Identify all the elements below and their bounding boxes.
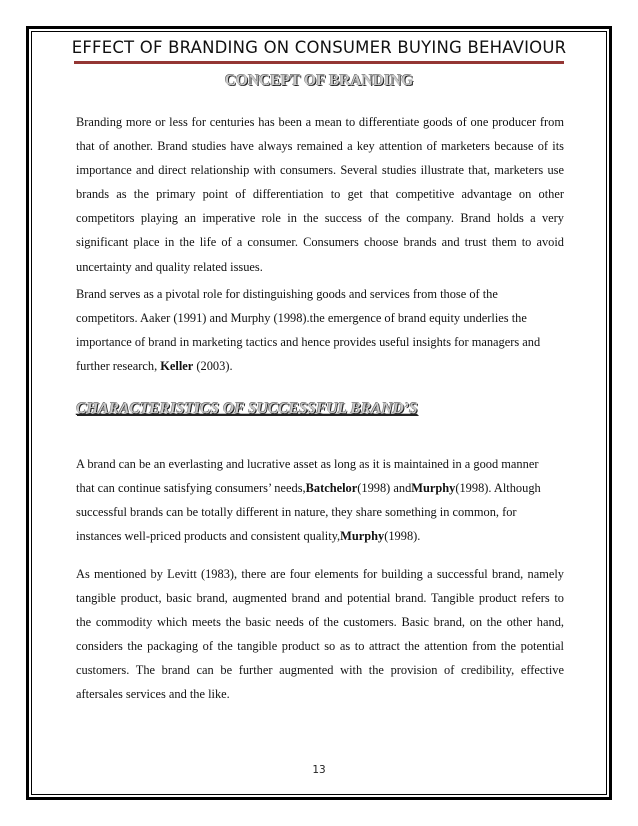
header-rule <box>74 61 564 64</box>
text-line: brands as the primary point of differentiation to get that competitive advantage on other <box>76 187 564 202</box>
text-run: instances well-priced products and consistent quality, <box>76 529 341 544</box>
text-line: Brand serves as a pivotal role for distinguishing goods and services from those of the <box>76 287 498 301</box>
citation-author: Murphy <box>340 529 385 544</box>
citation-author: Keller <box>160 359 194 374</box>
paragraph-four-elements <box>76 562 564 707</box>
page-number: 13 <box>312 764 326 776</box>
paragraph-concept <box>76 110 564 279</box>
text-line: successful brands can be totally different in nature, they share something in common, for <box>76 505 517 520</box>
text-line: competitors. Aaker (1991) and Murphy (1998).the emergence of brand equity underlies the <box>76 311 527 326</box>
text-run: further research, <box>76 359 161 374</box>
citation-author: Murphy <box>411 481 456 496</box>
text-run: that can continue satisfying consumers’ needs, <box>76 481 306 496</box>
text-line <box>76 476 564 500</box>
text-line: Branding more or less for centuries has been a mean to differentiate goods of one producer from <box>76 115 564 129</box>
text-run: (1998). <box>384 529 421 544</box>
text-line: uncertainty and quality related issues. <box>76 259 263 274</box>
text-line: As mentioned by Levitt (1983), there are four elements for building a successful brand, namely <box>76 567 564 581</box>
text-line: aftersales services and the like. <box>76 687 230 702</box>
paragraph-everlasting-asset <box>76 452 564 548</box>
text-line: competitors playing an imperative role in the success of the company. Brand holds a very <box>76 211 564 226</box>
text-line: customers. The brand can be further augmented with the provision of credibility, effective <box>76 663 564 678</box>
text-run: (1998). Although <box>455 481 541 496</box>
text-line <box>76 354 564 378</box>
text-line: that of another. Brand studies have always remained a key attention of marketers because of its <box>76 139 564 154</box>
text-line: importance and direct relationship with consumers. Several studies illustrate that, marketers use <box>76 163 564 178</box>
text-line: importance of brand in marketing tactics and hence provides useful insights for managers and <box>76 335 541 350</box>
text-line: tangible product, basic brand, augmented brand and potential brand. Tangible product refers to <box>76 591 564 606</box>
text-line: significant place in the life of a consumer. Consumers choose brands and trust them to avoid <box>76 235 564 250</box>
section-heading-characteristics: CHARACTERISTICS OF SUCCESSFUL BRAND’S <box>76 400 418 417</box>
text-run: (2003). <box>193 359 233 374</box>
text-line <box>76 524 564 548</box>
text-line: A brand can be an everlasting and lucrative asset as long as it is maintained in a good manner <box>76 457 539 471</box>
text-run: (1998) and <box>357 481 412 496</box>
running-header: EFFECT OF BRANDING ON CONSUMER BUYING BEHAVIOUR <box>71 38 567 57</box>
section-heading-concept: CONCEPT OF BRANDING <box>224 72 414 89</box>
citation-author: Batchelor <box>305 481 358 496</box>
text-line: considers the packaging of the tangible product so as to attract the attention from the potential <box>76 639 564 654</box>
paragraph-brand-serves <box>76 282 564 378</box>
text-line: the commodity which meets the basic needs of the customers. Basic brand, on the other hand, <box>76 615 564 630</box>
